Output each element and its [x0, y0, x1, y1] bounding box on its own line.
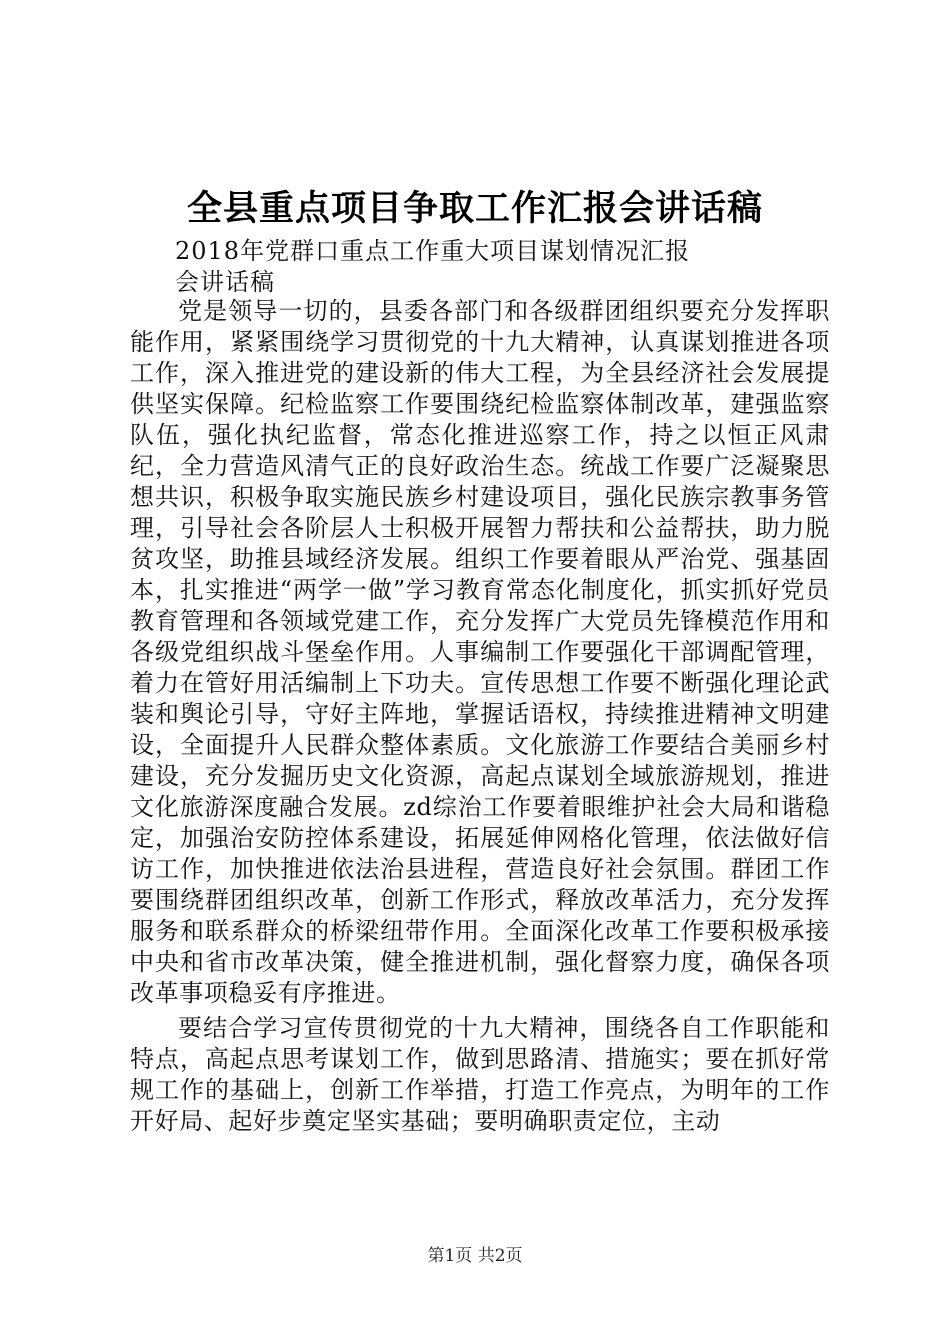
- page-number-footer: 第1页 共2页: [427, 1246, 523, 1266]
- body-paragraph: 要结合学习宣传贯彻党的十九大精神，围绕各自工作职能和特点，高起点思考谋划工作，做到思路清、措施实；要在抓好常规工作的基础上，创新工作举措，打造工作亮点，为明年的工作开好局、起好步奠定坚实基础；要明确职责定位，主动: [130, 1014, 830, 1135]
- document-title: 全县重点项目争取工作汇报会讲话稿: [186, 188, 763, 229]
- document-body: [130, 296, 830, 1141]
- document-subtitle: 2018年党群口重点工作重大项目谋划情况汇报会讲话稿: [175, 237, 691, 296]
- body-paragraph: 党是领导一切的，县委各部门和各级群团组织要充分发挥职能作用，紧紧围绕学习贯彻党的十九大精神，认真谋划推进各项工作，深入推进党的建设新的伟大工程，为全县经济社会发展提供坚实保障。纪检监察工作要围绕纪检监察体制改革，建强监察队伍，强化执纪监督，常态化推进巡察工作，持之以恒正风肃纪，全力营造风清气正的良好政治生态。统战工作要广泛凝聚思想共识，积极争取实施民族乡村建设项目，强化民族宗教事务管理，引导社会各阶层人士积极开展智力帮扶和公益帮扶，助力脱贫攻坚，助推县域经济发展。组织工作要着眼从严治党、强基固本，扎实推进“两学一做”学习教育常态化制度化，抓实抓好党员教育管理和各领域党建工作，充分发挥广大党员先锋模范作用和各级党组织战斗堡垒作用。人事编制工作要强化干部调配管理，着力在管好用活编制上下功夫。宣传思想工作要不断强化理论武装和舆论引导，守好主阵地，掌握话语权，持续推进精神文明建设，全面提升人民群众整体素质。文化旅游工作要结合美丽乡村建设，充分发掘历史文化资源，高起点谋划全域旅游规划，推进文化旅游深度融合发展。zd综治工作要着眼维护社会大局和谐稳定，加强治安防控体系建设，拓展延伸网格化管理，依法做好信访工作，加快推进依法治县进程，营造良好社会氛围。群团工作要围绕群团组织改革，创新工作形式，释放改革活力，充分发挥服务和联系群众的桥梁纽带作用。全面深化改革工作要积极承接中央和省市改革决策，健全推进机制，强化督察力度，确保各项改革事项稳妥有序推进。: [130, 297, 830, 1007]
